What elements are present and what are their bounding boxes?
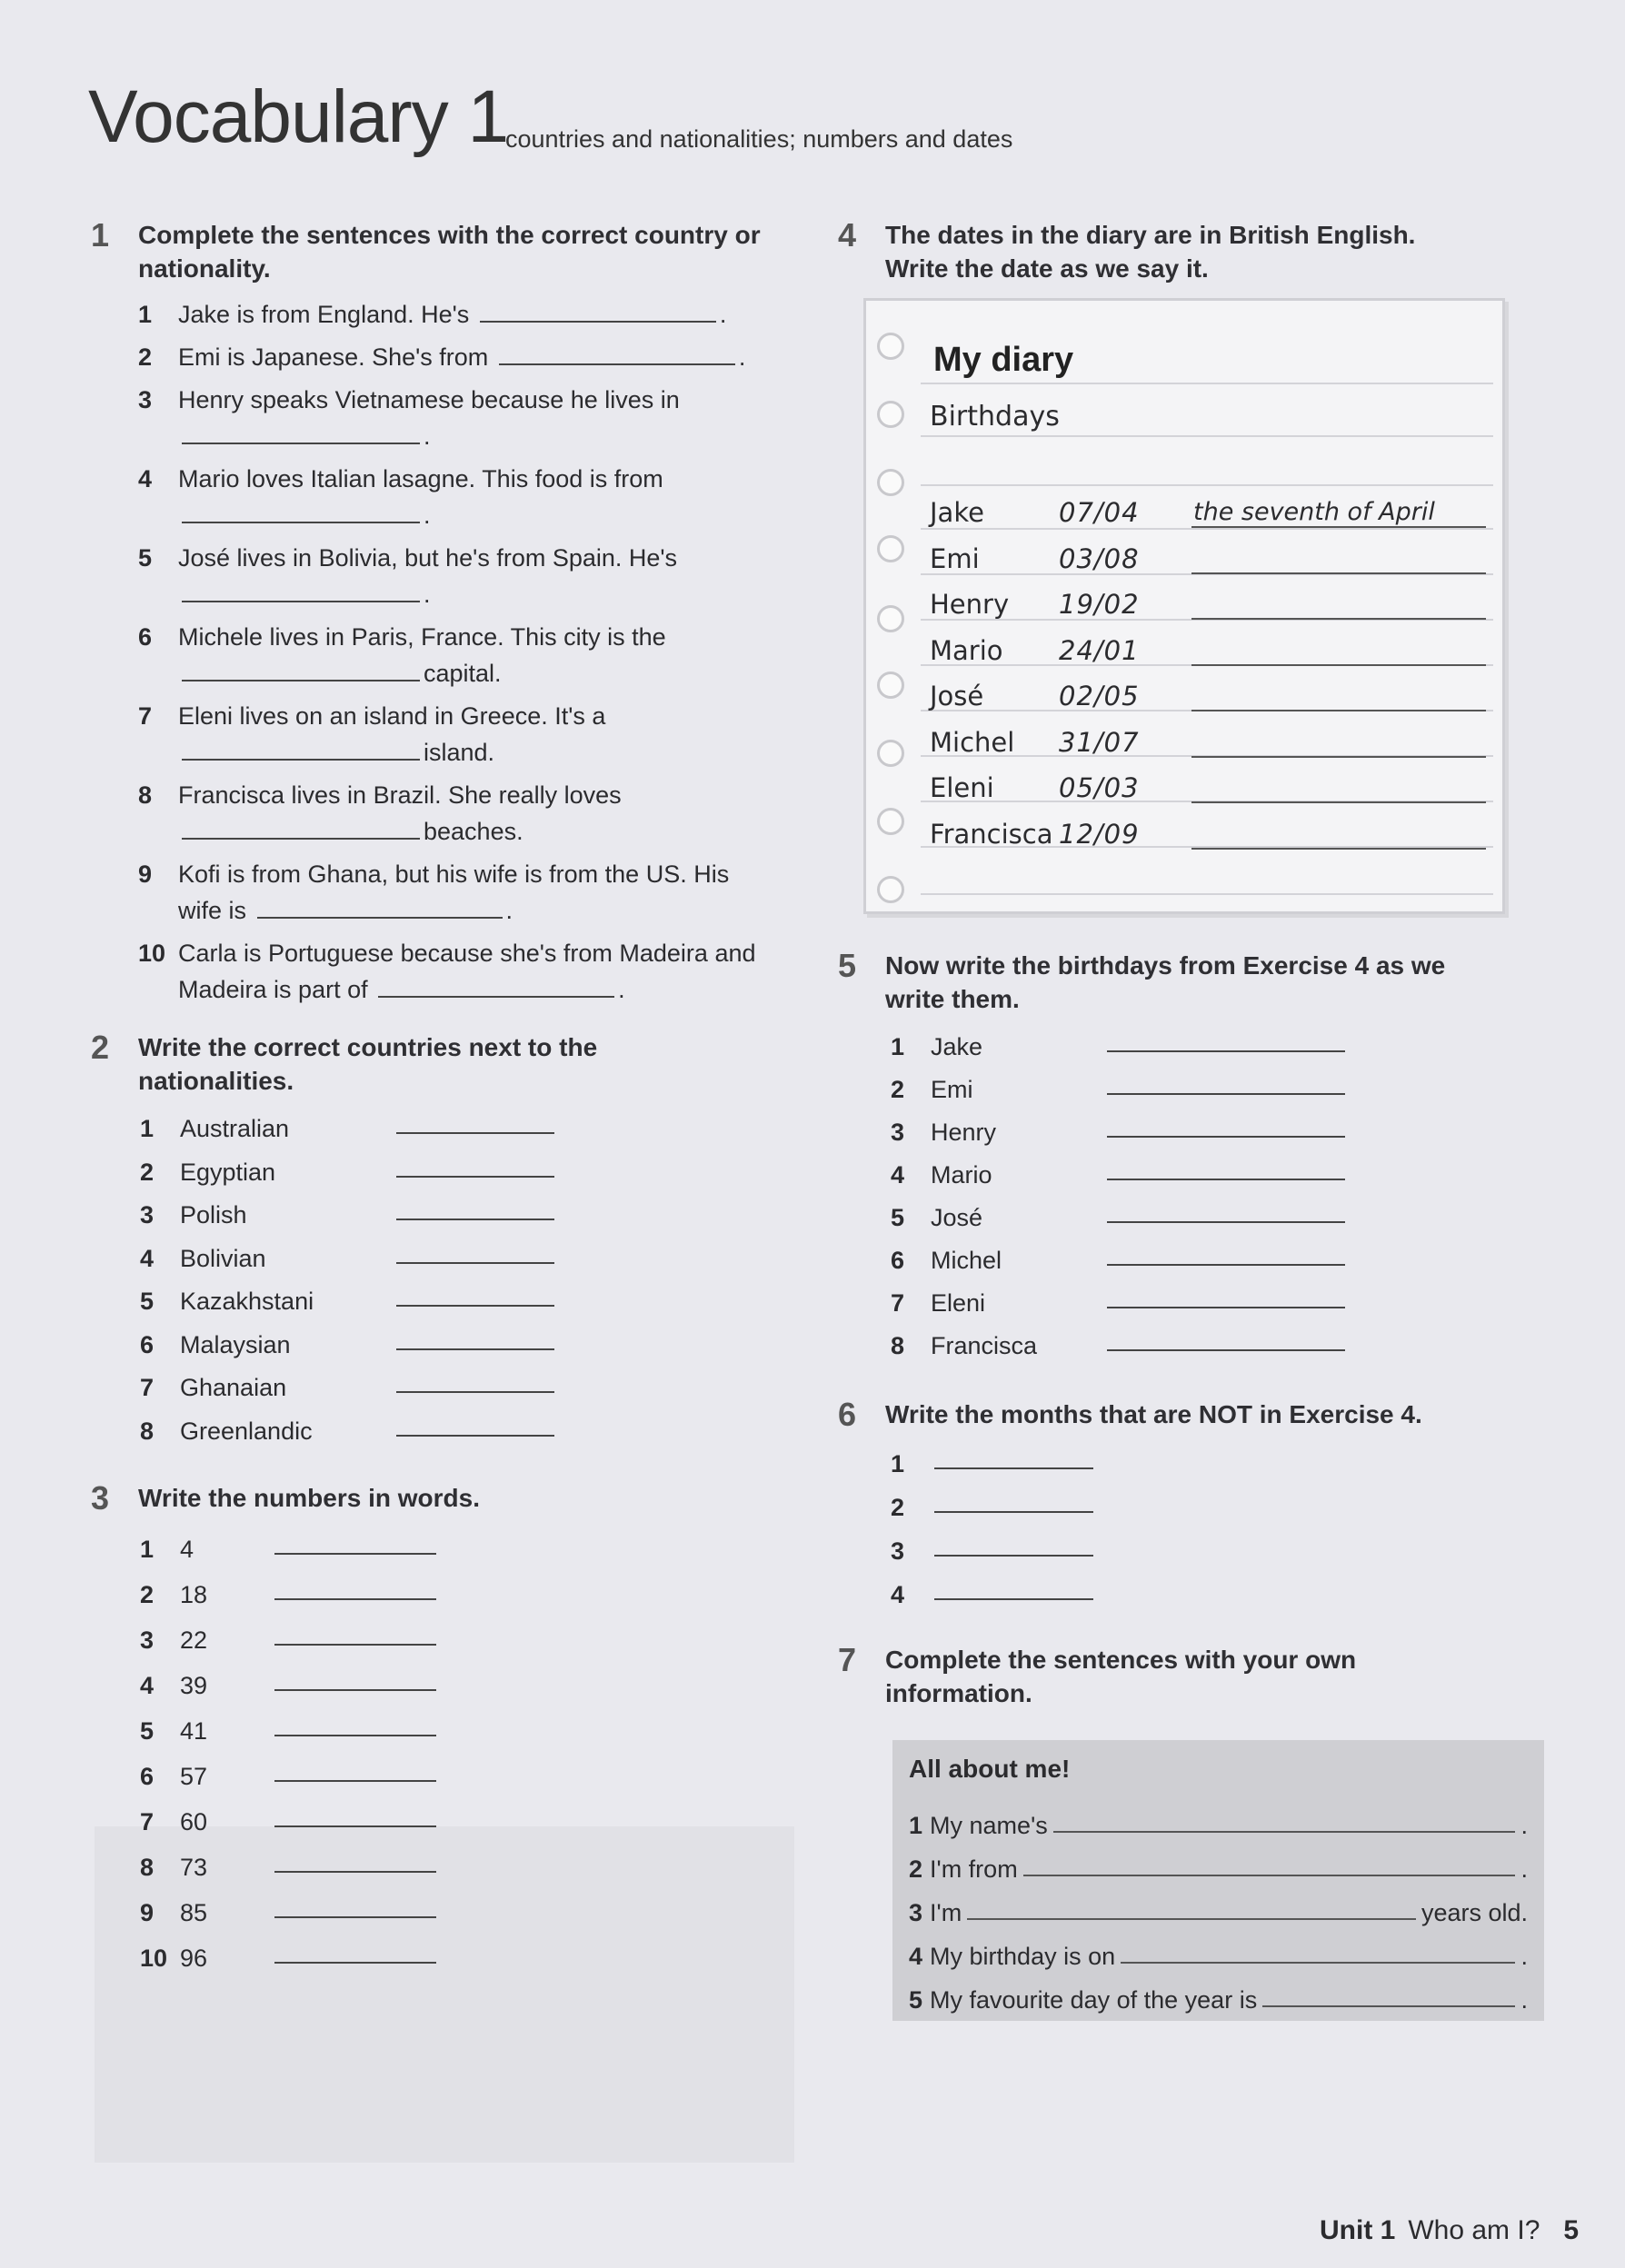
text-before: Carla is Portuguese because she's from Madeira and Madeira is part of bbox=[178, 940, 756, 1003]
diary-answer bbox=[1191, 572, 1486, 574]
diary-answer bbox=[1191, 664, 1486, 666]
text-before: José lives in Bolivia, but he's from Spain. He's bbox=[178, 544, 678, 572]
text-before: Michele lives in Paris, France. This city is the bbox=[178, 623, 666, 651]
list-item bbox=[140, 1531, 727, 1567]
exercise-instruction: Now write the birthdays from Exercise 4 as we write them. bbox=[885, 951, 1446, 1013]
exercise-instruction: Complete the sentences with your own information. bbox=[885, 1646, 1357, 1707]
diary-title: My diary bbox=[933, 341, 1074, 379]
item-number: 8 bbox=[140, 1854, 155, 1881]
text-after: capital. bbox=[424, 660, 502, 687]
list-item bbox=[140, 1240, 727, 1277]
answer-blank bbox=[1107, 1071, 1345, 1095]
exercise-instruction: Write the months that are NOT in Exercise 4. bbox=[885, 1400, 1422, 1428]
answer-blank bbox=[934, 1533, 1093, 1557]
list-item bbox=[138, 619, 756, 691]
list-item bbox=[140, 1197, 727, 1233]
item-number: 1 bbox=[140, 1115, 155, 1142]
list-item bbox=[891, 1242, 1529, 1278]
item-text: 60 bbox=[180, 1808, 208, 1835]
text-after: . bbox=[424, 502, 431, 529]
answer-line bbox=[967, 1918, 1416, 1920]
ring-hole-icon bbox=[877, 671, 904, 699]
page-footer bbox=[1320, 2215, 1591, 2246]
list-item bbox=[138, 856, 756, 929]
text-after: . bbox=[1520, 1855, 1528, 1883]
item-text: Greenlandic bbox=[180, 1417, 313, 1445]
item-text: Henry bbox=[931, 1119, 997, 1146]
item-number: 8 bbox=[140, 1417, 155, 1445]
answer-blank bbox=[274, 1713, 436, 1736]
answer-blank bbox=[274, 1531, 436, 1555]
exercise-5-heading bbox=[838, 949, 1529, 1016]
answer-blank bbox=[396, 1110, 554, 1134]
text-before: Eleni lives on an island in Greece. It's a bbox=[178, 702, 606, 730]
answer-blank bbox=[378, 974, 614, 998]
text-after: beaches. bbox=[424, 818, 523, 845]
ring-hole-icon bbox=[877, 808, 904, 835]
ring-hole-icon bbox=[877, 740, 904, 767]
diary-date: 24/01 bbox=[1059, 634, 1140, 666]
text-before: I'm bbox=[930, 1899, 962, 1926]
diary-row bbox=[930, 810, 1486, 850]
item-number: 9 bbox=[138, 860, 153, 888]
diary-date: 07/04 bbox=[1059, 497, 1140, 528]
diary-row bbox=[930, 671, 1486, 711]
diary-row bbox=[930, 580, 1486, 620]
item-number: 2 bbox=[891, 1494, 905, 1521]
text-after: . bbox=[505, 897, 513, 924]
item-number: 7 bbox=[140, 1808, 155, 1835]
answer-blank bbox=[1107, 1157, 1345, 1180]
diary-name: Eleni bbox=[930, 772, 994, 803]
item-text: José bbox=[931, 1204, 983, 1231]
item-number: 3 bbox=[909, 1899, 923, 1926]
list-item bbox=[891, 1446, 1529, 1482]
item-text: 73 bbox=[180, 1854, 208, 1881]
answer-blank bbox=[1107, 1114, 1345, 1138]
item-number: 1 bbox=[909, 1812, 923, 1839]
exercise-6-list bbox=[891, 1446, 1529, 1613]
list-item bbox=[140, 1849, 727, 1885]
answer-blank bbox=[396, 1154, 554, 1178]
answer-blank bbox=[274, 1758, 436, 1782]
list-item bbox=[138, 382, 756, 454]
diary-subtitle: Birthdays bbox=[930, 401, 1060, 433]
box-title: All about me! bbox=[909, 1755, 1071, 1783]
answer-blank bbox=[1107, 1285, 1345, 1308]
ruled-line bbox=[921, 893, 1493, 895]
exercise-number: 7 bbox=[838, 1641, 857, 1678]
item-text: Malaysian bbox=[180, 1330, 291, 1358]
item-text: Australian bbox=[180, 1115, 290, 1142]
list-item bbox=[140, 1283, 727, 1319]
list-item bbox=[891, 1071, 1529, 1108]
item-number: 2 bbox=[891, 1076, 905, 1103]
item-number: 4 bbox=[140, 1672, 155, 1699]
list-item bbox=[140, 1154, 727, 1190]
item-number: 3 bbox=[140, 1201, 155, 1228]
text-before: My favourite day of the year is bbox=[930, 1986, 1258, 2014]
exercise-3-list bbox=[140, 1531, 727, 1976]
exercise-6 bbox=[838, 1398, 1529, 1620]
exercise-5-list bbox=[891, 1029, 1529, 1364]
exercise-instruction: Write the numbers in words. bbox=[138, 1484, 480, 1512]
item-number: 5 bbox=[140, 1717, 155, 1745]
item-number: 6 bbox=[138, 623, 153, 651]
answer-line bbox=[1023, 1875, 1516, 1876]
text-before: My name's bbox=[930, 1812, 1048, 1839]
diary-date: 02/05 bbox=[1059, 681, 1140, 711]
diary-date: 03/08 bbox=[1059, 542, 1140, 574]
page-title: Vocabulary 1 bbox=[88, 75, 509, 158]
text-after: . bbox=[738, 343, 746, 371]
item-text bbox=[178, 698, 756, 771]
page-number: 5 bbox=[1563, 2215, 1580, 2245]
exercise-number: 6 bbox=[838, 1396, 857, 1433]
item-number: 7 bbox=[891, 1289, 905, 1317]
list-item bbox=[140, 1622, 727, 1658]
about-row bbox=[909, 1884, 1528, 1927]
item-number: 4 bbox=[891, 1581, 905, 1608]
diary-date: 31/07 bbox=[1059, 726, 1140, 758]
item-number: 10 bbox=[140, 1945, 168, 1972]
text-before: Jake is from England. He's bbox=[178, 301, 470, 328]
diary-name: Emi bbox=[930, 542, 980, 574]
exercise-3-heading bbox=[91, 1481, 727, 1515]
text-after: island. bbox=[424, 739, 495, 766]
list-item bbox=[140, 1369, 727, 1406]
answer-blank bbox=[182, 421, 420, 444]
list-item bbox=[140, 1758, 727, 1795]
item-number: 7 bbox=[138, 702, 153, 730]
answer-blank bbox=[396, 1413, 554, 1437]
text-after: . bbox=[719, 301, 727, 328]
exercise-number: 4 bbox=[838, 216, 857, 254]
list-item bbox=[891, 1114, 1529, 1150]
item-text: 57 bbox=[180, 1763, 208, 1790]
exercise-5 bbox=[838, 949, 1529, 1370]
item-number: 5 bbox=[909, 1986, 923, 2014]
about-row bbox=[909, 1840, 1528, 1884]
item-text bbox=[178, 461, 756, 533]
item-text: 96 bbox=[180, 1945, 208, 1972]
answer-blank bbox=[1107, 1199, 1345, 1223]
ring-hole-icon bbox=[877, 605, 904, 632]
diary-name: Mario bbox=[930, 634, 1003, 666]
exercise-4 bbox=[838, 218, 1529, 285]
list-item bbox=[140, 1577, 727, 1613]
item-number: 4 bbox=[140, 1244, 155, 1272]
answer-blank bbox=[274, 1849, 436, 1873]
answer-blank bbox=[257, 895, 503, 919]
ruled-line bbox=[921, 383, 1493, 384]
exercise-instruction: The dates in the diary are in British English. Write the date as we say it. bbox=[885, 221, 1416, 283]
list-item bbox=[140, 1895, 727, 1931]
unit-title: Who am I? bbox=[1408, 2215, 1540, 2245]
answer-blank bbox=[274, 1940, 436, 1964]
diary-answer bbox=[1191, 756, 1486, 758]
item-number: 7 bbox=[140, 1374, 155, 1401]
item-number: 8 bbox=[891, 1332, 905, 1359]
item-text: Michel bbox=[931, 1247, 1002, 1274]
exercise-number: 2 bbox=[91, 1029, 110, 1066]
diary-date: 12/09 bbox=[1059, 818, 1140, 850]
answer-blank bbox=[396, 1283, 554, 1307]
item-number: 2 bbox=[140, 1158, 155, 1186]
diary-date: 05/03 bbox=[1059, 772, 1140, 803]
diary-row bbox=[930, 534, 1486, 574]
answer-line bbox=[1262, 2005, 1515, 2007]
answer-blank bbox=[182, 737, 420, 761]
answer-line bbox=[1053, 1831, 1516, 1833]
page-subtitle: countries and nationalities; numbers and dates bbox=[505, 125, 1013, 153]
exercise-4-heading bbox=[838, 218, 1529, 285]
item-number: 1 bbox=[891, 1450, 905, 1477]
exercise-instruction: Complete the sentences with the correct country or nationality. bbox=[138, 221, 761, 283]
text-before: Henry speaks Vietnamese because he lives in bbox=[178, 386, 680, 413]
item-number: 8 bbox=[138, 781, 153, 809]
item-number: 4 bbox=[909, 1943, 923, 1970]
text-after: . bbox=[1520, 1812, 1528, 1839]
list-item bbox=[140, 1110, 727, 1147]
text-after: . bbox=[1520, 1943, 1528, 1970]
diary-name: Henry bbox=[930, 589, 1010, 620]
item-number: 10 bbox=[138, 940, 166, 967]
answer-blank bbox=[499, 342, 735, 365]
item-text bbox=[178, 382, 756, 454]
ruled-line bbox=[921, 435, 1493, 437]
answer-blank bbox=[480, 299, 716, 323]
exercise-number: 1 bbox=[91, 216, 110, 254]
item-text bbox=[178, 296, 726, 333]
answer-blank bbox=[934, 1577, 1093, 1600]
item-text: Mario bbox=[931, 1161, 992, 1189]
about-rows bbox=[909, 1796, 1528, 2014]
item-text: 4 bbox=[180, 1536, 194, 1563]
exercise-3 bbox=[91, 1481, 727, 1985]
item-text bbox=[178, 935, 756, 1008]
item-text bbox=[178, 339, 745, 375]
item-number: 5 bbox=[891, 1204, 905, 1231]
item-number: 3 bbox=[891, 1119, 905, 1146]
ruled-line bbox=[921, 528, 1493, 530]
diary-answer bbox=[1191, 848, 1486, 850]
answer-blank bbox=[182, 658, 420, 681]
text-before: Emi is Japanese. She's from bbox=[178, 343, 489, 371]
diary-row bbox=[930, 626, 1486, 666]
list-item bbox=[138, 339, 756, 375]
list-item bbox=[140, 1327, 727, 1363]
item-text bbox=[178, 777, 756, 850]
diary-name: Michel bbox=[930, 726, 1015, 758]
item-text: Ghanaian bbox=[180, 1374, 287, 1401]
item-text: Egyptian bbox=[180, 1158, 276, 1186]
item-number: 6 bbox=[140, 1763, 155, 1790]
diary-row bbox=[930, 763, 1486, 803]
list-item bbox=[138, 296, 756, 333]
answer-blank bbox=[934, 1446, 1093, 1469]
exercise-2-heading bbox=[91, 1030, 727, 1098]
exercise-1-list bbox=[138, 296, 756, 1008]
text-after: . bbox=[424, 423, 431, 450]
diary-card bbox=[863, 298, 1505, 914]
diary-date: 19/02 bbox=[1059, 589, 1140, 620]
diary-answer bbox=[1191, 710, 1486, 711]
ring-hole-icon bbox=[877, 333, 904, 360]
diary-answer: the seventh of April bbox=[1191, 498, 1486, 528]
answer-blank bbox=[396, 1327, 554, 1350]
text-after: . bbox=[618, 976, 625, 1003]
item-text: Emi bbox=[931, 1076, 973, 1103]
item-text: 39 bbox=[180, 1672, 208, 1699]
exercise-instruction: Write the correct countries next to the nationalities. bbox=[138, 1033, 598, 1095]
item-text: Jake bbox=[931, 1033, 983, 1060]
item-text: Kazakhstani bbox=[180, 1288, 314, 1315]
item-number: 5 bbox=[140, 1288, 155, 1315]
diary-name: José bbox=[930, 681, 984, 711]
item-number: 9 bbox=[140, 1899, 155, 1926]
ring-hole-icon bbox=[877, 469, 904, 496]
text-after: . bbox=[424, 581, 431, 608]
item-number: 4 bbox=[138, 465, 153, 492]
item-text bbox=[178, 619, 756, 691]
item-text bbox=[178, 856, 756, 929]
list-item bbox=[138, 461, 756, 533]
item-number: 2 bbox=[909, 1855, 923, 1883]
answer-blank bbox=[934, 1489, 1093, 1513]
ring-hole-icon bbox=[877, 401, 904, 428]
list-item bbox=[891, 1533, 1529, 1569]
item-text: 18 bbox=[180, 1581, 208, 1608]
item-text: 41 bbox=[180, 1717, 208, 1745]
answer-blank bbox=[274, 1622, 436, 1646]
answer-blank bbox=[396, 1240, 554, 1264]
list-item bbox=[891, 1199, 1529, 1236]
answer-line bbox=[1121, 1962, 1515, 1964]
item-number: 6 bbox=[891, 1247, 905, 1274]
answer-blank bbox=[274, 1895, 436, 1918]
exercise-number: 5 bbox=[838, 947, 857, 984]
item-number: 2 bbox=[138, 343, 153, 371]
list-item bbox=[140, 1413, 727, 1449]
list-item bbox=[140, 1713, 727, 1749]
exercise-2-list bbox=[140, 1110, 727, 1449]
diary-answer bbox=[1191, 618, 1486, 620]
list-item bbox=[138, 698, 756, 771]
list-item bbox=[891, 1285, 1529, 1321]
answer-blank bbox=[274, 1667, 436, 1691]
text-before: Mario loves Italian lasagne. This food is from bbox=[178, 465, 663, 492]
item-text: Eleni bbox=[931, 1289, 986, 1317]
item-text: 22 bbox=[180, 1626, 208, 1654]
answer-blank bbox=[1107, 1328, 1345, 1351]
exercise-7 bbox=[838, 1643, 1529, 1710]
diary-row bbox=[930, 488, 1486, 528]
item-number: 1 bbox=[891, 1033, 905, 1060]
ruled-line bbox=[921, 484, 1493, 486]
all-about-me-box bbox=[892, 1740, 1544, 2021]
item-text: Francisca bbox=[931, 1332, 1038, 1359]
item-text: 85 bbox=[180, 1899, 208, 1926]
list-item bbox=[138, 935, 756, 1008]
list-item bbox=[891, 1029, 1529, 1065]
ring-hole-icon bbox=[877, 876, 904, 903]
item-number: 3 bbox=[138, 386, 153, 413]
list-item bbox=[891, 1489, 1529, 1526]
text-before: Francisca lives in Brazil. She really loves bbox=[178, 781, 622, 809]
item-number: 1 bbox=[138, 301, 153, 328]
answer-blank bbox=[182, 500, 420, 523]
list-item bbox=[891, 1328, 1529, 1364]
answer-blank bbox=[274, 1804, 436, 1827]
item-text: Bolivian bbox=[180, 1244, 266, 1272]
exercise-2 bbox=[91, 1030, 727, 1456]
diary-row bbox=[930, 718, 1486, 758]
list-item bbox=[138, 777, 756, 850]
answer-blank bbox=[182, 816, 420, 840]
text-after: years old. bbox=[1421, 1899, 1528, 1926]
unit-label: Unit 1 bbox=[1320, 2215, 1396, 2245]
item-number: 3 bbox=[891, 1537, 905, 1565]
exercise-1-heading bbox=[91, 218, 791, 285]
item-number: 2 bbox=[140, 1581, 155, 1608]
answer-blank bbox=[396, 1369, 554, 1393]
item-text: Polish bbox=[180, 1201, 247, 1228]
exercise-7-heading bbox=[838, 1643, 1529, 1710]
diary-name: Jake bbox=[930, 497, 984, 528]
text-before: I'm from bbox=[930, 1855, 1018, 1883]
text-after: . bbox=[1520, 1986, 1528, 2014]
diary-answer bbox=[1191, 801, 1486, 803]
ring-hole-icon bbox=[877, 535, 904, 562]
item-number: 4 bbox=[891, 1161, 905, 1189]
list-item bbox=[891, 1157, 1529, 1193]
item-number: 1 bbox=[140, 1536, 155, 1563]
list-item bbox=[891, 1577, 1529, 1613]
about-row bbox=[909, 1796, 1528, 1840]
list-item bbox=[138, 540, 756, 612]
list-item bbox=[140, 1940, 727, 1976]
text-before: My birthday is on bbox=[930, 1943, 1116, 1970]
exercise-1 bbox=[91, 218, 791, 1014]
list-item bbox=[140, 1804, 727, 1840]
item-number: 3 bbox=[140, 1626, 155, 1654]
about-row bbox=[909, 1971, 1528, 2014]
exercise-number: 3 bbox=[91, 1479, 110, 1517]
text-before: Kofi is from Ghana, but his wife is from the US. His wife is bbox=[178, 860, 730, 924]
about-row bbox=[909, 1927, 1528, 1971]
answer-blank bbox=[182, 579, 420, 602]
list-item bbox=[140, 1667, 727, 1704]
item-text bbox=[178, 540, 756, 612]
answer-blank bbox=[274, 1577, 436, 1600]
item-number: 6 bbox=[140, 1330, 155, 1358]
diary-name: Francisca bbox=[930, 818, 1053, 850]
item-number: 5 bbox=[138, 544, 153, 572]
answer-blank bbox=[1107, 1242, 1345, 1266]
exercise-6-heading bbox=[838, 1398, 1529, 1431]
answer-blank bbox=[396, 1197, 554, 1220]
answer-blank bbox=[1107, 1029, 1345, 1052]
